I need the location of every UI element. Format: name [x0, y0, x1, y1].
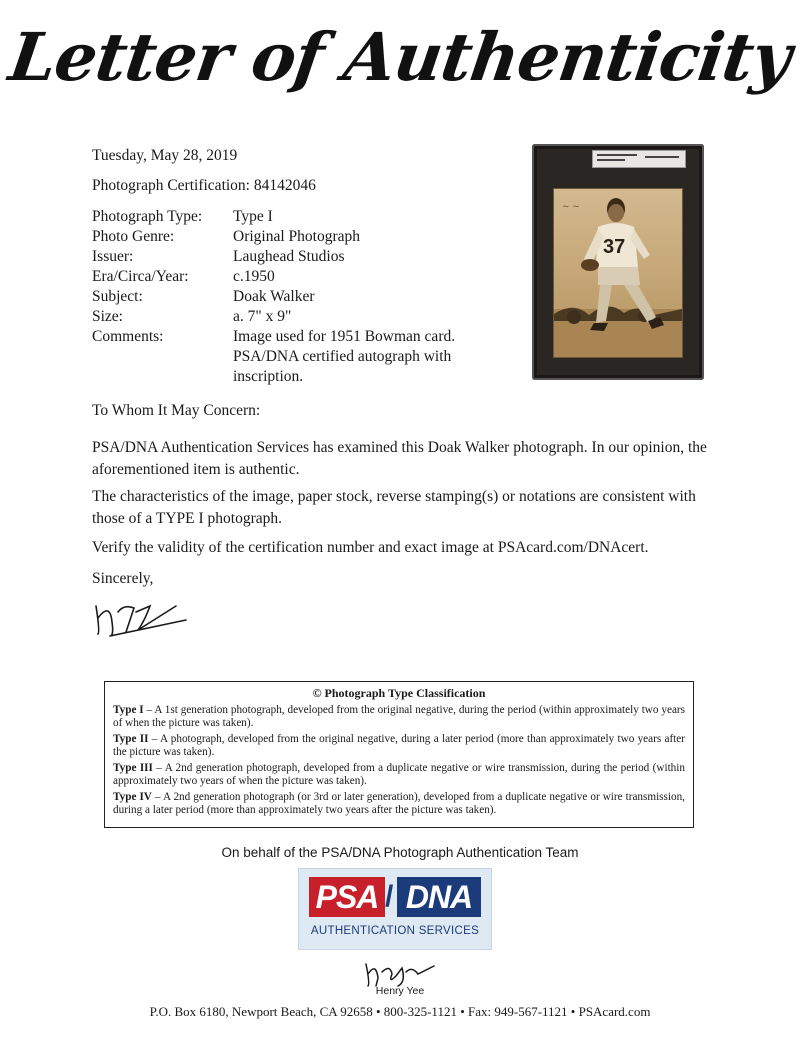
type-name: Type I	[113, 703, 144, 716]
detail-row	[92, 327, 488, 387]
detail-value: Doak Walker	[233, 288, 315, 305]
authentication-paragraph: PSA/DNA Authentication Services has examined this Doak Walker photograph. In our opinion, the aforementioned item is authentic.	[92, 439, 707, 478]
type-description: – A 1st generation photograph, developed from the original negative, during the period (within approximately two years of when the picture was taken).	[113, 703, 685, 729]
detail-label: Photo Genre:	[92, 228, 175, 245]
svg-text:~ ~: ~ ~	[562, 202, 580, 212]
type-name: Type III	[113, 761, 153, 774]
letter-title: Letter of Authenticity	[4, 18, 796, 96]
classification-item	[113, 704, 685, 731]
behalf-line: On behalf of the PSA/DNA Photograph Authentication Team	[221, 845, 579, 860]
detail-label: Issuer:	[92, 248, 134, 265]
psa-dna-logo	[298, 868, 492, 950]
psa-logo-text: PSA	[309, 877, 385, 917]
detail-row	[92, 247, 488, 267]
detail-row	[92, 227, 488, 247]
type-description: – A 2nd generation photograph, developed from a duplicate negative or wire transmission, during the period (within approximately two years of when the picture was taken).	[113, 761, 685, 787]
detail-value: c.1950	[233, 268, 275, 285]
classification-item	[113, 733, 685, 760]
letter-date: Tuesday, May 28, 2019	[92, 147, 238, 164]
detail-value: Original Photograph	[233, 228, 360, 245]
type-name: Type IV	[113, 790, 152, 803]
logo-tagline: AUTHENTICATION SERVICES	[310, 925, 480, 937]
classification-box	[104, 681, 694, 828]
football-player-photo	[553, 188, 683, 358]
salutation: To Whom It May Concern:	[92, 402, 261, 419]
certification-number: Photograph Certification: 84142046	[92, 177, 316, 194]
verify-paragraph: Verify the validity of the certification number and exact image at PSAcard.com/DNAcert.	[92, 539, 649, 556]
detail-row	[92, 207, 488, 227]
closing: Sincerely,	[92, 570, 154, 587]
type-description: – A 2nd generation photograph (or 3rd or later generation), developed from a duplicate negative or wire transmission, during a later period (more than approximately two years after the picture was taken).	[113, 790, 685, 816]
details-table	[92, 207, 488, 387]
detail-label: Photograph Type:	[92, 208, 203, 225]
detail-label: Size:	[92, 308, 123, 325]
detail-value: Laughead Studios	[233, 248, 345, 265]
graded-photo-slab	[532, 144, 704, 380]
classification-item	[113, 762, 685, 789]
jersey-number: 37	[603, 236, 626, 258]
detail-row	[92, 307, 488, 327]
signer-name: Henry Yee	[375, 985, 425, 997]
detail-row	[92, 287, 488, 307]
detail-label: Comments:	[92, 328, 164, 345]
detail-value: Type I	[233, 208, 273, 225]
dna-logo-text: DNA	[397, 877, 481, 917]
classification-title: © Photograph Type Classification	[312, 686, 486, 700]
type-description: – A photograph, developed from the original negative, during a later period (more than approximately two years after the picture was taken).	[113, 732, 685, 758]
signer-signature	[362, 958, 438, 988]
logo-slash: /	[385, 880, 394, 913]
detail-row	[92, 267, 488, 287]
footer-address: P.O. Box 6180, Newport Beach, CA 92658 • 800-325-1121 • Fax: 949-567-1121 • PSAcard.com	[149, 1004, 651, 1019]
detail-value: Image used for 1951 Bowman card. PSA/DNA certified autograph with inscription.	[233, 328, 456, 385]
classification-item	[113, 791, 685, 818]
detail-value: a. 7" x 9"	[233, 308, 292, 325]
detail-label: Era/Circa/Year:	[92, 268, 189, 285]
slab-label	[592, 150, 686, 168]
type-name: Type II	[113, 732, 149, 745]
detail-label: Subject:	[92, 288, 143, 305]
characteristics-paragraph: The characteristics of the image, paper stock, reverse stamping(s) or notations are consistent with those of a TYPE I photograph.	[92, 488, 696, 527]
signature	[90, 592, 190, 640]
